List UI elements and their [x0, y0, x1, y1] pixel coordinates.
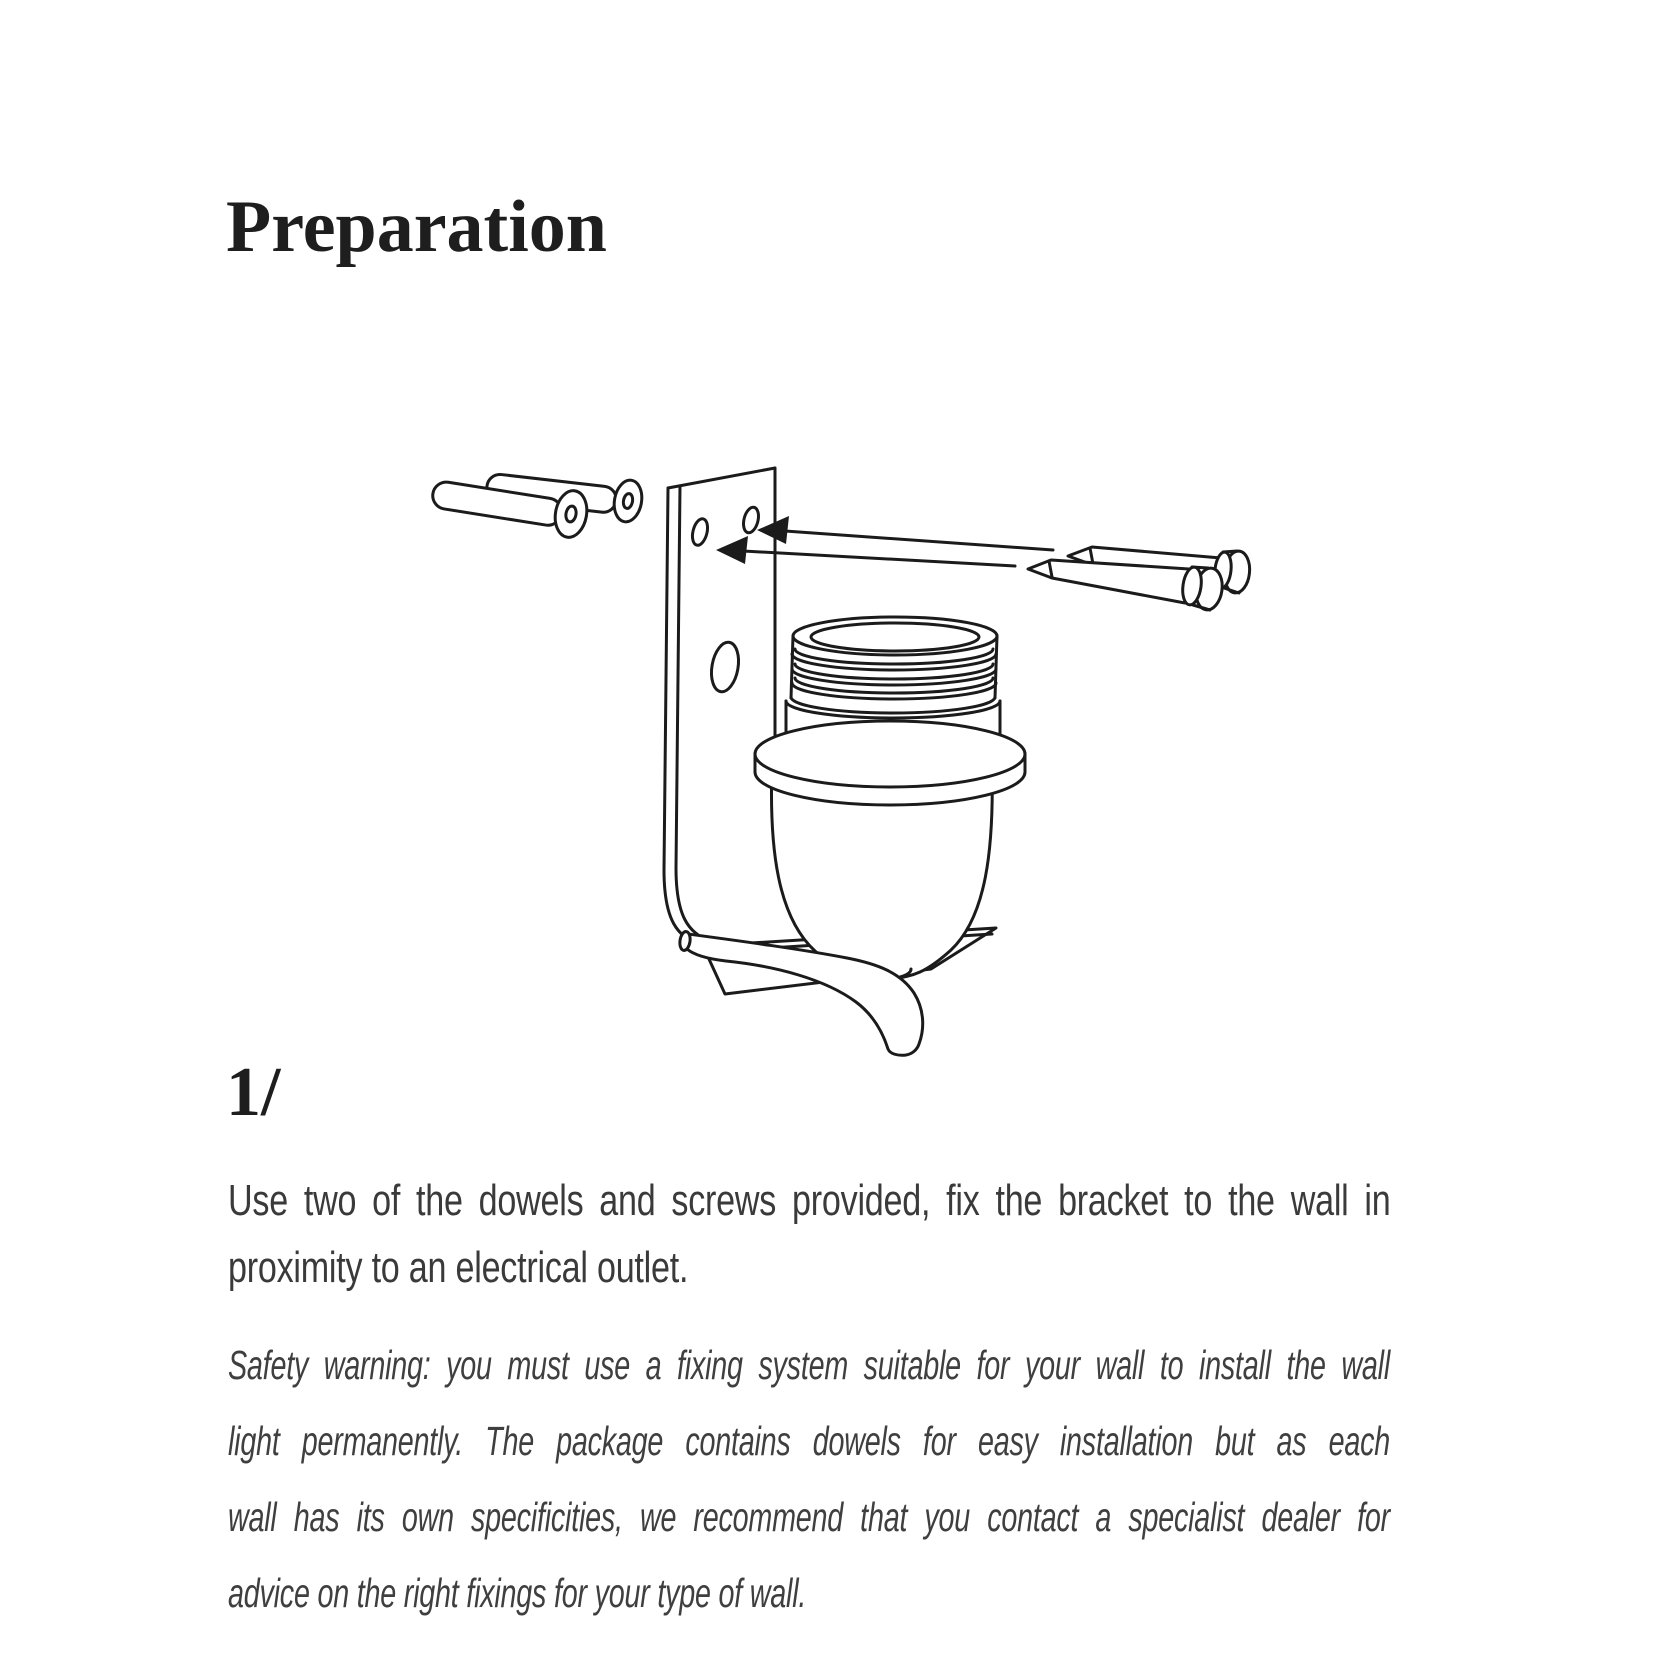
safety-warning-paragraph: [228, 1327, 1390, 1631]
illustration: [395, 420, 1275, 1070]
lamp-socket: [755, 617, 1025, 979]
instruction-paragraph: [228, 1167, 1391, 1301]
wall-dowels: [431, 473, 645, 540]
instruction-line: proximity to an electrical outlet.: [228, 1243, 689, 1292]
mounting-bracket: [663, 468, 775, 946]
safety-line: advice on the right fixings for your type of wall.: [228, 1570, 807, 1616]
bracket-assembly-drawing: [395, 420, 1275, 1070]
instruction-line: Use two of the dowels and screws provided, fix the bracket to the wall in: [228, 1176, 1391, 1225]
safety-line: wall has its own specificities, we recommend that you contact a specialist dealer for: [228, 1494, 1390, 1540]
socket-threads: [791, 617, 997, 713]
page-title: Preparation: [226, 185, 607, 268]
safety-line: Safety warning: you must use a fixing system suitable for your wall to install the wall: [228, 1342, 1390, 1388]
step-number: 1/: [226, 1054, 281, 1131]
screw-front: [1028, 560, 1225, 612]
screws: [1028, 547, 1252, 612]
safety-line: light permanently. The package contains dowels for easy installation but as each: [228, 1418, 1390, 1464]
